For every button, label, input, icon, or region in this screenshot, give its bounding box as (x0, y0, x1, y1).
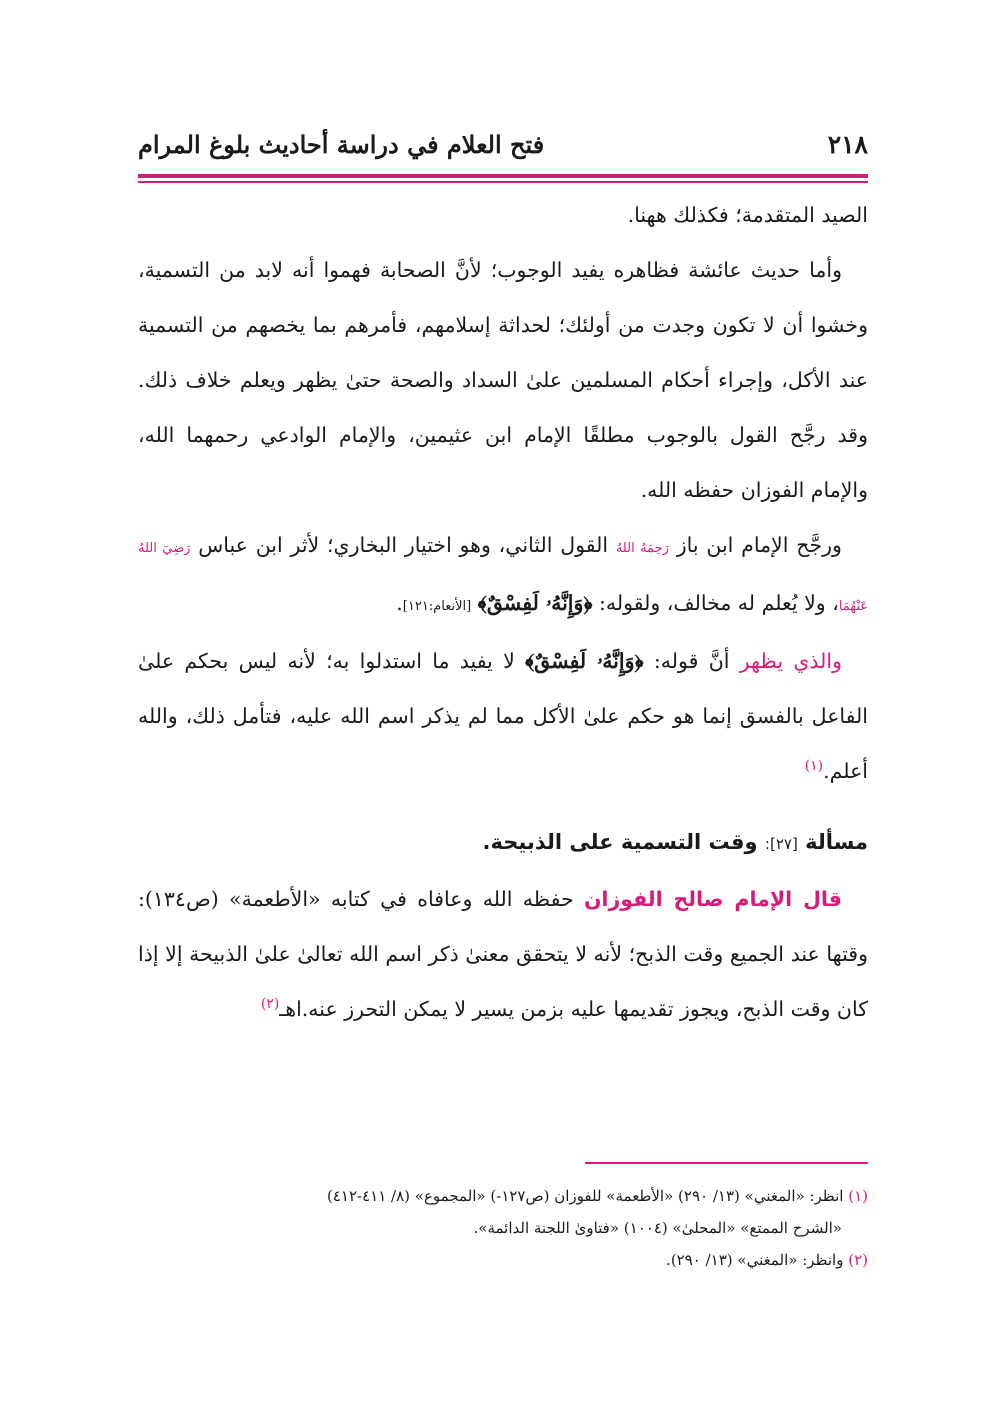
header-rule-thick (138, 174, 868, 178)
paragraph-4 (138, 634, 868, 799)
footnote-text: وانظر: «المغني» (١٣/ ٢٩٠). (666, 1251, 844, 1269)
footnote-number: (٢) (848, 1251, 868, 1269)
footnote-marker-1[interactable]: (١) (804, 758, 824, 775)
page-number: ٢١٨ (827, 130, 868, 159)
paragraph-1 (138, 188, 868, 243)
paragraph-5 (138, 872, 868, 1037)
honorific-rahimahullah: رَحِمَهُ اللهُ (615, 541, 669, 556)
footnote-text: «الشرح الممتع» «المحلىٰ» (١٠٠٤) «فتاوىٰ اللجنة الدائمة». (473, 1219, 842, 1237)
footnote-marker-2[interactable]: (٢) (260, 996, 280, 1013)
paragraph-4-text-b: لا يفيد ما استدلوا به؛ لأنه ليس بحكم علىٰ الفاعل بالفسق إنما هو حكم علىٰ الأكل مما لم يذكر اسم الله عليه، فتأمل ذلك، والله أعلم. (138, 649, 868, 783)
footnote-2 (138, 1244, 868, 1276)
book-title: فتح العلام في دراسة أحاديث بلوغ المرام (138, 130, 545, 159)
issue-number: [٢٧]: (764, 835, 798, 853)
quoted-scholar: قال الإمام صالح الفوزان (583, 887, 842, 911)
verse-reference: [الأنعام:١٢١] (402, 599, 472, 614)
paragraph-4-lead: والذي يظهر (739, 649, 842, 673)
paragraph-3-text-a: ورجَّح الإمام ابن باز (676, 533, 842, 557)
footnote-number: (١) (848, 1187, 868, 1205)
header-rule-thin (138, 181, 868, 183)
paragraph-2-text: وأما حديث عائشة فظاهره يفيد الوجوب؛ لأنَّ الصحابة فهموا أنه لابد من التسمية، وخشوا أن لا تكون وجدت من أولئك؛ لحداثة إسلامهم، فأمرهم بما يخصهم من التسمية عند الأكل، وإجراء أحكام المسلمين علىٰ السداد والصحة حتىٰ يظهر ويعلم خلاف ذلك. وقد رجَّح القول بالوجوب مطلقًا الإمام ابن عثيمين، والإمام الوادعي رحمهما الله، والإمام الفوزان حفظه الله. (138, 258, 868, 502)
footnote-1-continued (138, 1212, 868, 1244)
issue-label: مسألة (805, 830, 868, 854)
footnote-1 (138, 1180, 868, 1212)
footnotes (138, 1180, 868, 1276)
footnote-separator (585, 1162, 868, 1164)
footnote-text: انظر: «المغني» (١٣/ ٢٩٠) «الأطعمة» للفوزان (ص١٢٧-) «المجموع» (٨/ ٤١١-٤١٢) (327, 1187, 844, 1205)
paragraph-4-text-a: أنَّ قوله: (653, 649, 730, 673)
main-text (138, 188, 868, 1037)
paragraph-1-text: الصيد المتقدمة؛ فكذلك ههنا. (627, 203, 868, 227)
running-header (138, 128, 868, 168)
issue-title: وقت التسمية على الذبيحة. (482, 830, 758, 854)
paragraph-2 (138, 243, 868, 518)
honorific-radiyallahu: رَضِيَ اللهُ عَنْهُمَا (138, 541, 868, 614)
paragraph-3-text-b: القول الثاني، وهو اختيار البخاري؛ لأثر ابن عباس (198, 533, 609, 557)
quran-verse: ﴿وَإِنَّهُۥ لَفِسْقٌ﴾ (525, 649, 644, 673)
paragraph-5-text: حفظه الله وعافاه في كتابه «الأطعمة» (ص١٣٤): وقتها عند الجميع وقت الذبح؛ لأنه لا يتحقق معنىٰ ذكر اسم الله تعالىٰ علىٰ الذبيحة إلا إذا كان وقت الذبح، ويجوز تقديمها عليه بزمن يسير لا يمكن التحرز عنه.اهـ (138, 887, 868, 1021)
paragraph-3-text-c: ، ولا يُعلم له مخالف، ولقوله: (598, 591, 839, 615)
issue-heading (138, 815, 868, 872)
paragraph-3 (138, 518, 868, 634)
section-gap (138, 799, 868, 815)
quran-verse: ﴿وَإِنَّهُۥ لَفِسْقٌ﴾ (477, 591, 593, 615)
paragraph-3-end: . (396, 591, 403, 615)
